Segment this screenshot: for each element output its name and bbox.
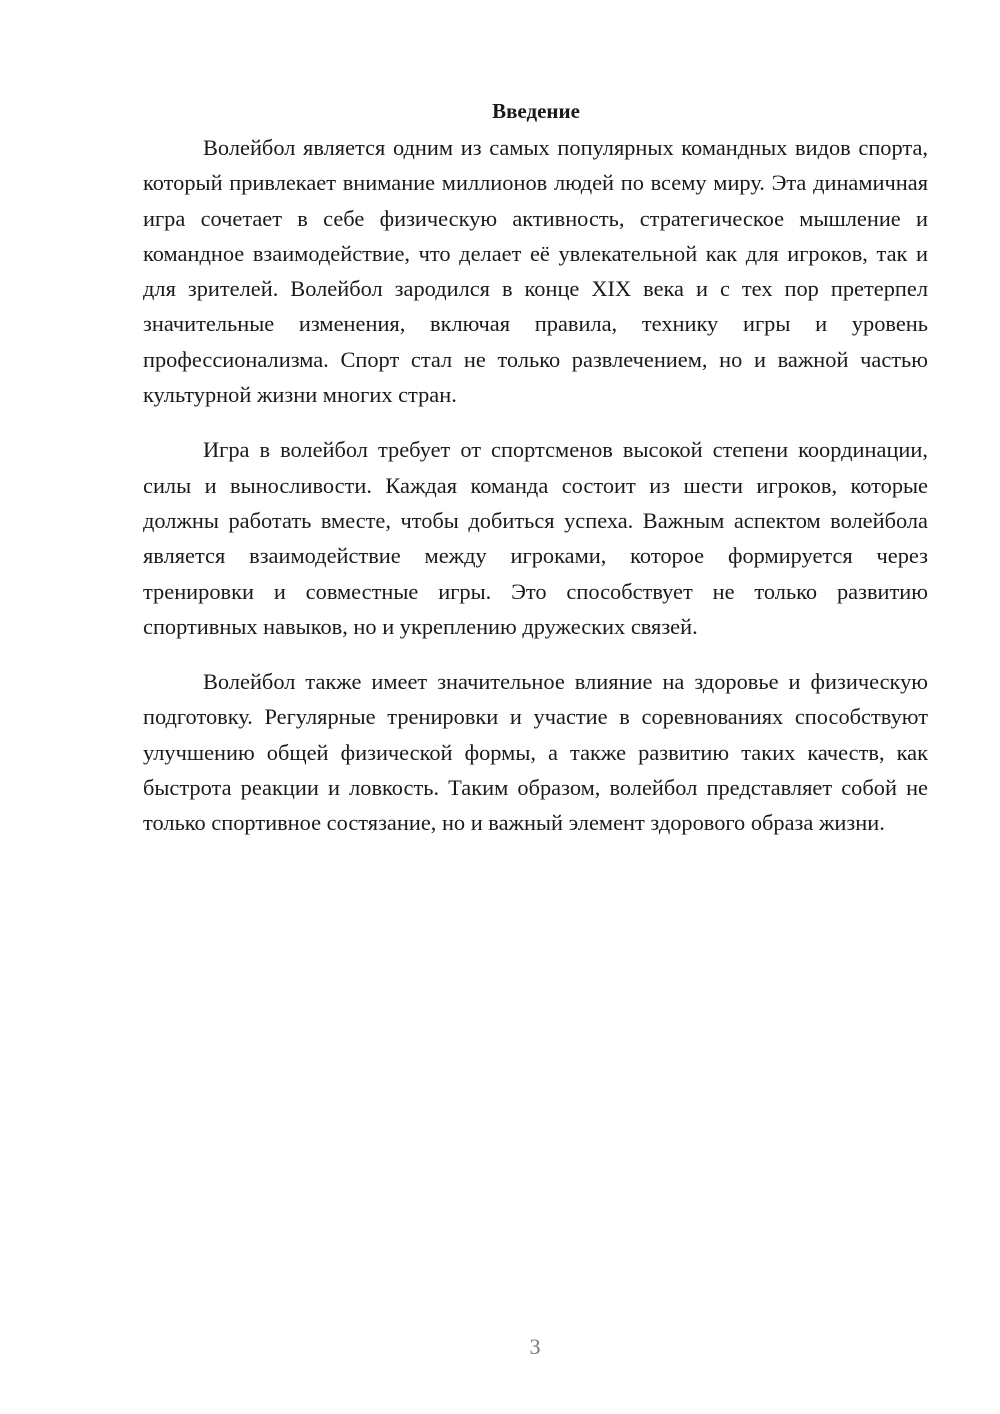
paragraph-1: Волейбол является одним из самых популярных командных видов спорта, который привлекает внимание миллионов людей по всему миру. Эта динамичная игра сочетает в себе физическую активность, стратегическое мышление и командное взаимодействие, что делает её увлекательной как для игроков, так и для зрителей. Волейбол зародился в конце XIX века и с тех пор претерпел значительные изменения, включая правила, технику игры и уровень профессионализма. Спорт стал не только развлечением, но и важной частью культурной жизни многих стран.: [143, 135, 928, 408]
document-body: [143, 96, 928, 861]
paragraph-2: Игра в волейбол требует от спортсменов высокой степени координации, силы и выносливости. Каждая команда состоит из шести игроков, которые должны работать вместе, чтобы добиться успеха. Важным аспектом волейбола является взаимодействие между игроками, которое формируется через тренировки и совместные игры. Это способствует не только развитию спортивных навыков, но и укреплению дружеских связей.: [143, 437, 928, 639]
paragraph-3: Волейбол также имеет значительное влияние на здоровье и физическую подготовку. Регулярные тренировки и участие в соревнованиях способствуют улучшению общей физической формы, а также развитию таких качеств, как быстрота реакции и ловкость. Таким образом, волейбол представляет собой не только спортивное состязание, но и важный элемент здорового образа жизни.: [143, 669, 928, 836]
page-number: 3: [529, 1334, 541, 1359]
section-heading: Введение: [492, 99, 580, 123]
